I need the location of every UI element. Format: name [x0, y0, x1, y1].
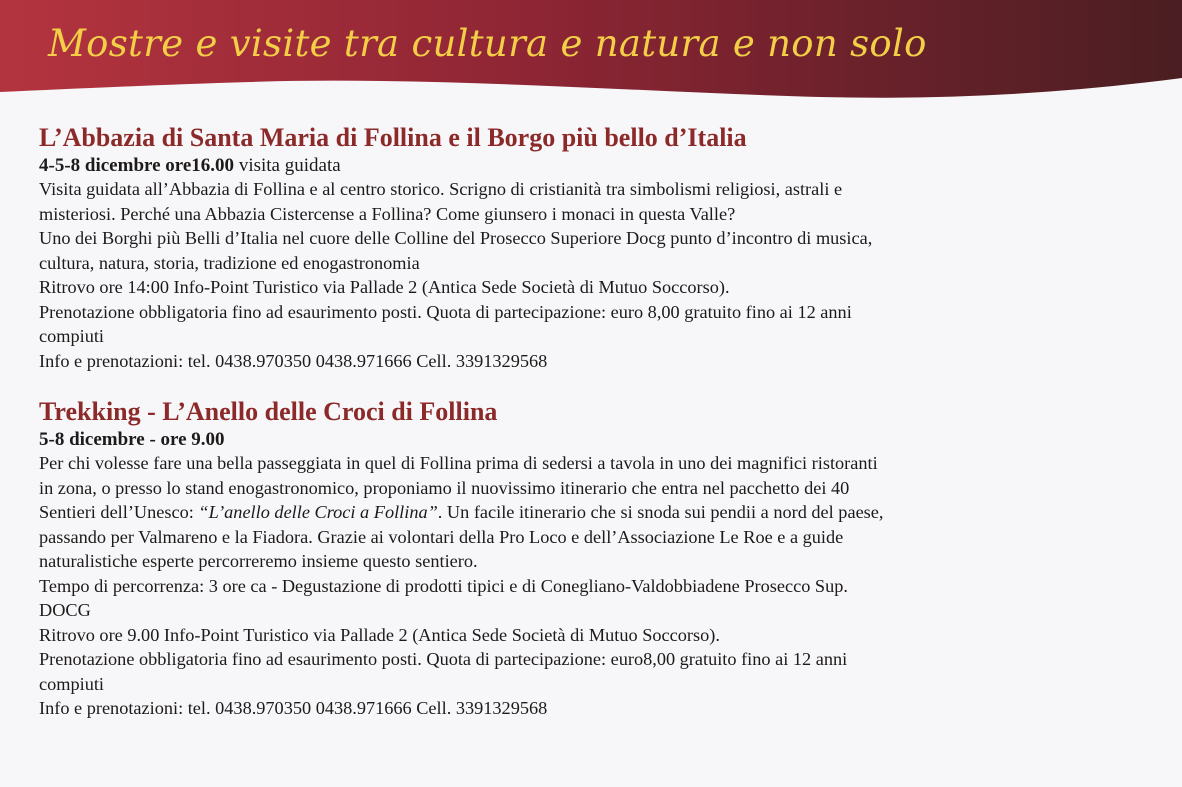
event-date — [39, 428, 1149, 451]
event-duration: Tempo di percorrenza: 3 ore ca - Degustazione di prodotti tipici e di Conegliano-Valdobbiadene Prosecco Sup. — [39, 575, 848, 596]
event-contacts: Info e prenotazioni: tel. 0438.970350 0438.971666 Cell. 3391329568 — [39, 350, 548, 371]
event-text-line: misteriosi. Perché una Abbazia Cistercense a Follina? Come giunsero i monaci in questa Valle? — [39, 203, 736, 224]
event-text-line: cultura, natura, storia, tradizione ed enogastronomia — [39, 252, 420, 273]
event-booking-cont: compiuti — [39, 326, 104, 346]
event-booking: Prenotazione obbligatoria fino ad esaurimento posti. Quota di partecipazione: euro 8,00 gratuito fino ai 12 anni — [39, 301, 852, 322]
event-meeting-point: Ritrovo ore 14:00 Info-Point Turistico via Pallade 2 (Antica Sede Società di Mutuo Soccorso). — [39, 277, 730, 297]
event-title: Trekking - L’Anello delle Croci di Follina — [39, 397, 498, 426]
event-date-value: 4-5-8 dicembre ore16.00 — [39, 155, 235, 176]
events-list — [39, 122, 1149, 744]
event-text-line: in zona, o presso lo stand enogastronomico, proponiamo il nuovissimo itinerario che entra nel pacchetto dei 40 — [39, 477, 850, 498]
event-abbazia — [39, 122, 1149, 373]
page-title: Mostre e visite tra cultura e natura e non solo — [48, 22, 927, 65]
event-text-line: naturalistiche esperte percorreremo insieme questo sentiero. — [39, 551, 478, 571]
event-booking-cont: compiuti — [39, 673, 104, 694]
trail-name: “L’anello delle Croci a Follina” — [198, 502, 438, 522]
text-run: Sentieri dell’Unesco: — [39, 502, 199, 522]
event-title: L’Abbazia di Santa Maria di Follina e il Borgo più bello d’Italia — [39, 123, 747, 152]
event-meeting-point: Ritrovo ore 9.00 Info-Point Turistico via Pallade 2 (Antica Sede Società di Mutuo Soccorso). — [39, 624, 720, 645]
event-text-line: Per chi volesse fare una bella passeggiata in quel di Follina prima di sedersi a tavola in uno dei magnifici ristoranti — [39, 453, 878, 473]
event-date-suffix: visita guidata — [234, 155, 341, 176]
event-trekking — [39, 396, 1149, 721]
event-booking: Prenotazione obbligatoria fino ad esaurimento posti. Quota di partecipazione: euro8,00 gratuito fino ai 12 anni — [39, 649, 848, 669]
header-banner — [0, 0, 1182, 115]
event-text-line: Visita guidata all’Abbazia di Follina e al centro storico. Scrigno di cristianità tra simbolismi religiosi, astrali e — [39, 179, 843, 199]
event-text-line — [39, 500, 1149, 525]
text-run: . Un facile itinerario che si snoda sui pendii a nord del paese, — [437, 502, 884, 522]
event-text-line: Uno dei Borghi più Belli d’Italia nel cuore delle Colline del Prosecco Superiore Docg punto d’incontro di musica, — [39, 228, 873, 248]
event-contacts: Info e prenotazioni: tel. 0438.970350 0438.971666 Cell. 3391329568 — [39, 698, 548, 718]
event-text-line: passando per Valmareno e la Fiadora. Grazie ai volontari della Pro Loco e dell’Associazione Le Roe e a guide — [39, 526, 844, 547]
event-date-value: 5-8 dicembre - ore 9.00 — [39, 429, 225, 450]
event-duration-cont: DOCG — [39, 600, 91, 620]
event-date — [39, 154, 1149, 177]
